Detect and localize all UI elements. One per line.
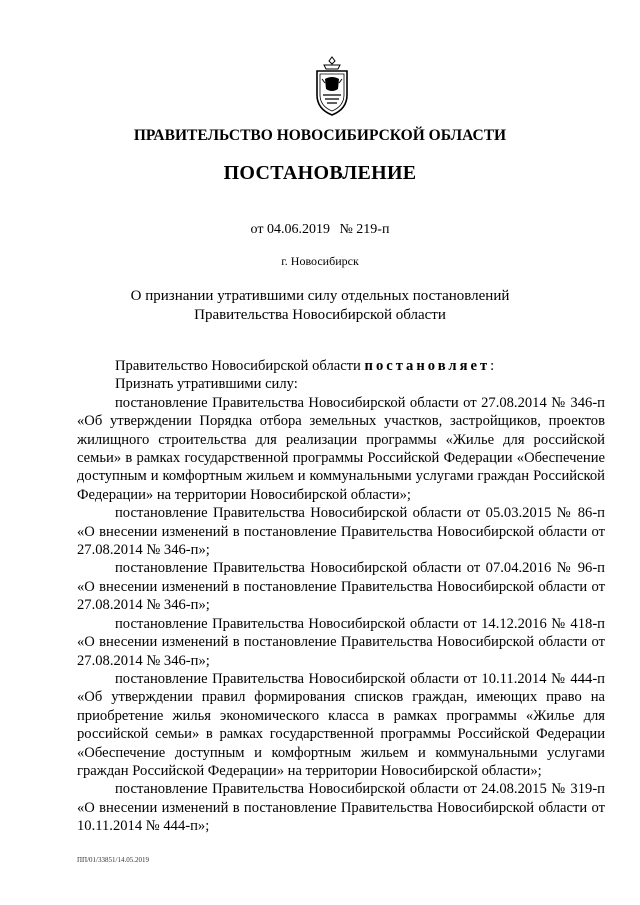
footer-code: ПП/01/33851/14.05.2019 [77, 856, 149, 864]
document-subject: О признании утратившими силу отдельных постановлений Правительства Новосибирской области [130, 288, 510, 323]
declare-paragraph: Признать утратившими силу: [115, 376, 298, 393]
intro-paragraph [77, 357, 605, 375]
list-item: постановление Правительства Новосибирской области от 07.04.2016 № 96-п «О внесении изменений в постановление Правительства Новосибирской области от 27.08.2014 № 346-п»; [77, 560, 605, 614]
coat-of-arms-icon [312, 55, 352, 117]
document-date: от 04.06.2019 [250, 222, 330, 237]
list-item: постановление Правительства Новосибирской области от 10.11.2014 № 444-п «Об утверждении правил формирования списков граждан, имеющих право на приобретение жилья экономического класса в рамках программы «Жилье для российской семьи» в рамках государственной программы Российской Федерации «Обеспечение доступным и комфортным жильем и коммунальными услугами граждан Российской Федерации» на территории Новосибирской области»; [77, 670, 605, 779]
government-name: ПРАВИТЕЛЬСТВО НОВОСИБИРСКОЙ ОБЛАСТИ [133, 127, 507, 144]
list-item: постановление Правительства Новосибирской области от 24.08.2015 № 319-п «О внесении изменений в постановление Правительства Новосибирской области от 10.11.2014 № 444-п»; [77, 781, 605, 835]
intro-verb: постановляет [364, 358, 491, 374]
city: г. Новосибирск [281, 254, 359, 268]
document-number: № 219-п [339, 222, 390, 237]
intro-text: Правительство Новосибирской области [115, 358, 365, 374]
list-item: постановление Правительства Новосибирской области от 14.12.2016 № 418-п «О внесении изменений в постановление Правительства Новосибирской области от 27.08.2014 № 346-п»; [77, 615, 605, 669]
document-date-number [0, 222, 640, 238]
document-body [77, 357, 605, 836]
document-type: ПОСТАНОВЛЕНИЕ [223, 162, 417, 184]
list-item: постановление Правительства Новосибирской области от 27.08.2014 № 346-п «Об утверждении Порядка отбора земельных участков, застройщиков, проектов жилищного строительства для реализации программы «Жилье для российской семьи» в рамках государственной программы Российской Федерации «Обеспечение доступным и комфортным жильем и коммунальными услугами граждан Российской Федерации» на территории Новосибирской области»; [77, 394, 605, 503]
intro-end: : [490, 358, 495, 374]
list-item: постановление Правительства Новосибирской области от 05.03.2015 № 86-п «О внесении изменений в постановление Правительства Новосибирской области от 27.08.2014 № 346-п»; [77, 505, 605, 559]
